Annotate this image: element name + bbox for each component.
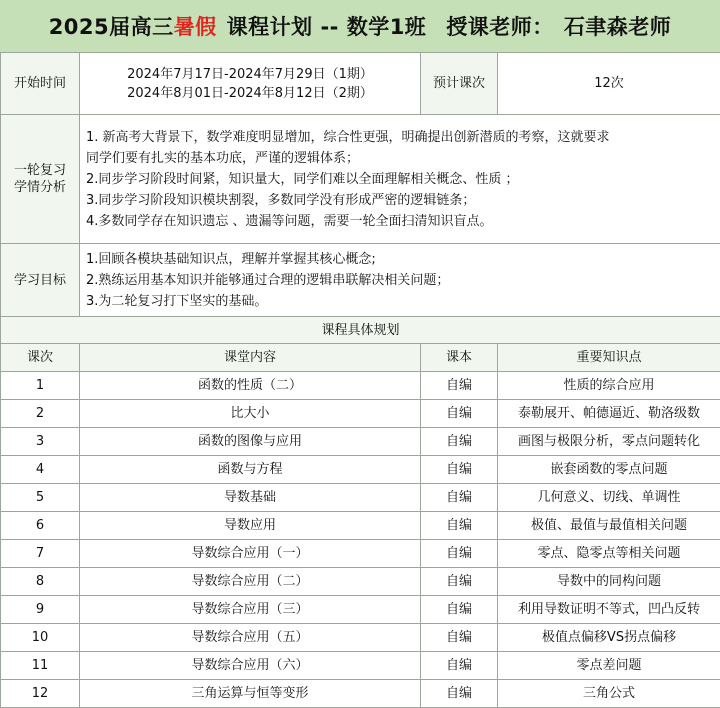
start-time-label: 开始时间 xyxy=(1,53,80,115)
plan-table xyxy=(0,52,720,708)
lesson-num: 10 xyxy=(1,624,80,652)
lesson-content: 导数综合应用（六） xyxy=(80,652,421,680)
lesson-num: 3 xyxy=(1,428,80,456)
table-row xyxy=(1,512,720,540)
goal-line: 2.熟练运用基本知识并能够通过合理的逻辑串联解决相关问题； xyxy=(86,270,714,291)
analysis-line: 4.多数同学存在知识遗忘 、遗漏等问题，需要一轮全面扫清知识盲点。 xyxy=(86,211,714,232)
lesson-num: 1 xyxy=(1,372,80,400)
dates-cell xyxy=(80,53,421,115)
lesson-book: 自编 xyxy=(421,484,498,512)
lesson-book: 自编 xyxy=(421,400,498,428)
lesson-num: 6 xyxy=(1,512,80,540)
lesson-key-point: 性质的综合应用 xyxy=(498,372,720,400)
table-row xyxy=(1,680,720,708)
lesson-content: 函数与方程 xyxy=(80,456,421,484)
lesson-key-point: 三角公式 xyxy=(498,680,720,708)
column-header-row xyxy=(1,344,720,372)
goals-label: 学习目标 xyxy=(1,244,80,317)
lesson-book: 自编 xyxy=(421,680,498,708)
table-row xyxy=(1,540,720,568)
lesson-key-point: 零点差问题 xyxy=(498,652,720,680)
col-header-content: 课堂内容 xyxy=(80,344,421,372)
table-row xyxy=(1,428,720,456)
lesson-num: 9 xyxy=(1,596,80,624)
lesson-content: 函数的图像与应用 xyxy=(80,428,421,456)
analysis-line: 3.同步学习阶段知识模块割裂，多数同学没有形成严密的逻辑链条； xyxy=(86,190,714,211)
lesson-content: 比大小 xyxy=(80,400,421,428)
analysis-label-line1: 一轮复习 xyxy=(1,162,79,179)
lesson-count-value: 12次 xyxy=(498,53,720,115)
table-row xyxy=(1,652,720,680)
goal-line: 1.回顾各模块基础知识点，理解并掌握其核心概念; xyxy=(86,249,714,270)
lesson-content: 导数综合应用（三） xyxy=(80,596,421,624)
lesson-key-point: 极值、最值与最值相关问题 xyxy=(498,512,720,540)
analysis-line: 同学们要有扎实的基本功底，严谨的逻辑体系； xyxy=(86,148,714,169)
lesson-book: 自编 xyxy=(421,540,498,568)
analysis-row xyxy=(1,115,720,244)
lesson-num: 5 xyxy=(1,484,80,512)
lesson-content: 三角运算与恒等变形 xyxy=(80,680,421,708)
lesson-book: 自编 xyxy=(421,428,498,456)
period-2: 2024年8月01日-2024年8月12日（2期） xyxy=(80,84,420,103)
title-part1: 2025届高三 xyxy=(49,11,174,41)
lesson-num: 7 xyxy=(1,540,80,568)
lesson-key-point: 几何意义、切线、单调性 xyxy=(498,484,720,512)
lesson-book: 自编 xyxy=(421,372,498,400)
lesson-count-label: 预计课次 xyxy=(421,53,498,115)
lesson-key-point: 画图与极限分析，零点问题转化 xyxy=(498,428,720,456)
lesson-book: 自编 xyxy=(421,652,498,680)
analysis-line: 1. 新高考大背景下，数学难度明显增加，综合性更强，明确提出创新潜质的考察，这就要求 xyxy=(86,127,714,148)
lesson-content: 导数综合应用（一） xyxy=(80,540,421,568)
lesson-key-point: 极值点偏移VS拐点偏移 xyxy=(498,624,720,652)
schedule-row xyxy=(1,53,720,115)
table-row xyxy=(1,596,720,624)
goals-text xyxy=(80,244,720,317)
title-teacher: 石聿森老师 xyxy=(564,11,672,41)
lesson-book: 自编 xyxy=(421,456,498,484)
lesson-num: 12 xyxy=(1,680,80,708)
analysis-label xyxy=(1,115,80,244)
lesson-content: 导数综合应用（二） xyxy=(80,568,421,596)
col-header-key: 重要知识点 xyxy=(498,344,720,372)
table-row xyxy=(1,484,720,512)
title-bar xyxy=(0,0,720,53)
lesson-content: 函数的性质（二） xyxy=(80,372,421,400)
title-part2: 课程计划 -- 数学1班 xyxy=(227,11,427,41)
period-1: 2024年7月17日-2024年7月29日（1期） xyxy=(80,65,420,84)
lesson-num: 8 xyxy=(1,568,80,596)
lesson-key-point: 嵌套函数的零点问题 xyxy=(498,456,720,484)
analysis-text xyxy=(80,115,720,244)
analysis-label-line2: 学情分析 xyxy=(1,179,79,196)
lesson-book: 自编 xyxy=(421,624,498,652)
lesson-num: 11 xyxy=(1,652,80,680)
lesson-content: 导数综合应用（五） xyxy=(80,624,421,652)
section-title-row xyxy=(1,317,720,344)
table-row xyxy=(1,400,720,428)
goals-row xyxy=(1,244,720,317)
table-row xyxy=(1,372,720,400)
title-highlight: 暑假 xyxy=(174,11,217,41)
lesson-book: 自编 xyxy=(421,596,498,624)
table-row xyxy=(1,624,720,652)
lesson-key-point: 泰勒展开、帕德逼近、勒洛级数 xyxy=(498,400,720,428)
lesson-key-point: 零点、隐零点等相关问题 xyxy=(498,540,720,568)
lesson-num: 2 xyxy=(1,400,80,428)
col-header-num: 课次 xyxy=(1,344,80,372)
lesson-content: 导数应用 xyxy=(80,512,421,540)
lesson-content: 导数基础 xyxy=(80,484,421,512)
lesson-key-point: 导数中的同构问题 xyxy=(498,568,720,596)
title-part3: 授课老师： xyxy=(446,11,554,41)
lesson-book: 自编 xyxy=(421,568,498,596)
analysis-line: 2.同步学习阶段时间紧，知识量大，同学们难以全面理解相关概念、性质 ； xyxy=(86,169,714,190)
section-title: 课程具体规划 xyxy=(1,317,720,344)
lesson-key-point: 利用导数证明不等式，凹凸反转 xyxy=(498,596,720,624)
table-row xyxy=(1,568,720,596)
col-header-book: 课本 xyxy=(421,344,498,372)
goal-line: 3.为二轮复习打下坚实的基础。 xyxy=(86,291,714,312)
table-row xyxy=(1,456,720,484)
lesson-num: 4 xyxy=(1,456,80,484)
lesson-book: 自编 xyxy=(421,512,498,540)
